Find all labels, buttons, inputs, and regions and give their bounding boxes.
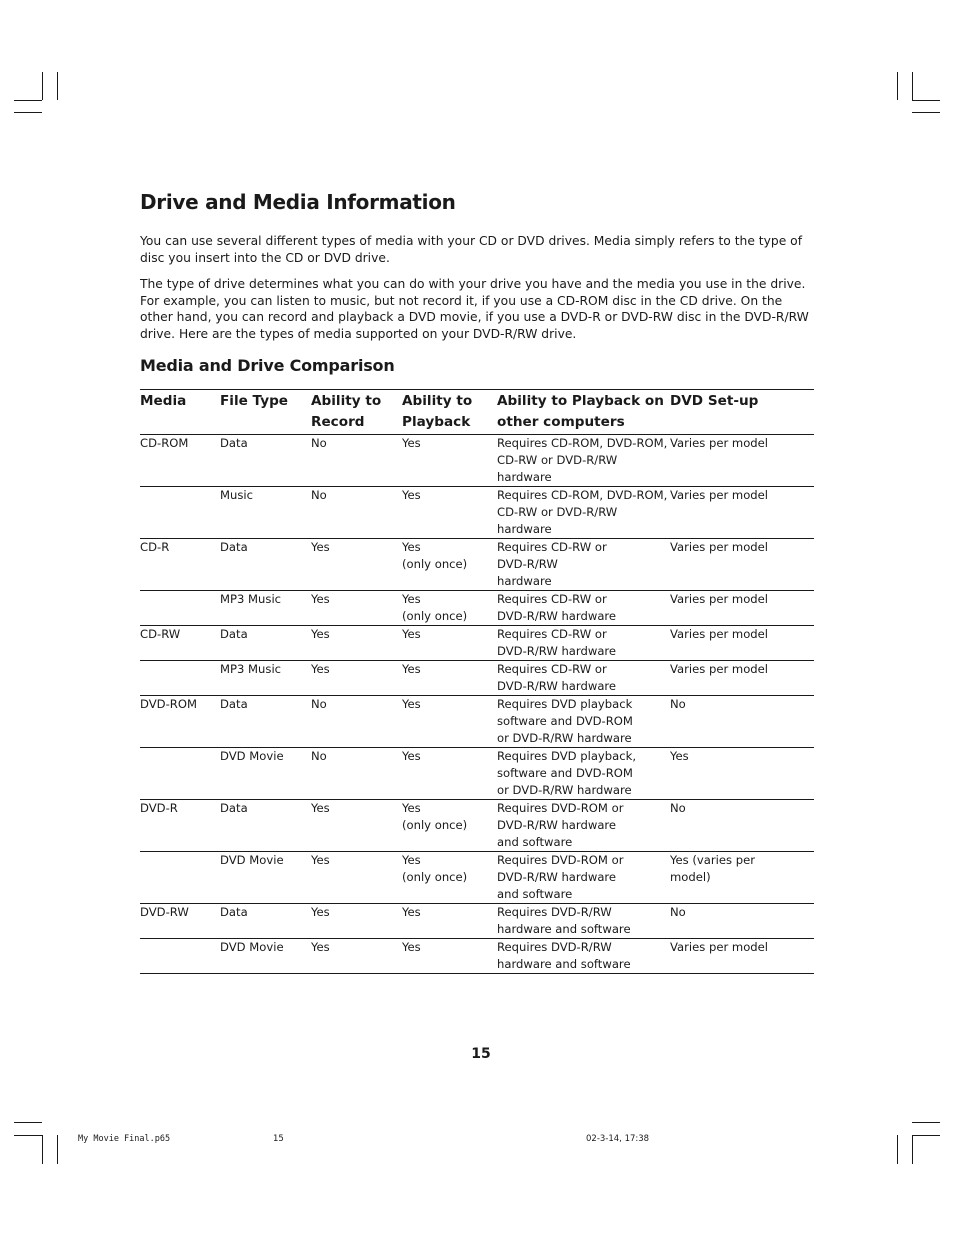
cell-record: Yes <box>311 591 402 626</box>
table-row <box>140 591 814 626</box>
table-row <box>140 487 814 539</box>
table-row <box>140 435 814 487</box>
cell-media: DVD-RW <box>140 904 220 939</box>
cell-file-type: Data <box>220 904 311 939</box>
table-row <box>140 852 814 904</box>
table-row <box>140 748 814 800</box>
cell-other-computers: Requires DVD-ROM or DVD-R/RW hardware and software <box>497 852 670 904</box>
crop-mark <box>912 72 913 100</box>
header-file-type: File Type <box>220 390 311 435</box>
cell-media: CD-R <box>140 539 220 591</box>
cell-media <box>140 852 220 904</box>
crop-mark <box>912 1122 940 1123</box>
cell-file-type: Data <box>220 435 311 487</box>
crop-mark <box>912 100 940 101</box>
cell-playback: Yes <box>402 435 497 487</box>
cell-playback: Yes <box>402 904 497 939</box>
section-subtitle: Media and Drive Comparison <box>140 356 395 375</box>
cell-dvd-setup: Varies per model <box>670 539 814 591</box>
cell-record: Yes <box>311 800 402 852</box>
cell-other-computers: Requires CD-ROM, DVD-ROM, CD-RW or DVD-R/RW hardware <box>497 435 670 487</box>
cell-file-type: DVD Movie <box>220 852 311 904</box>
cell-record: No <box>311 748 402 800</box>
cell-media: DVD-R <box>140 800 220 852</box>
crop-mark <box>14 100 42 101</box>
cell-media: CD-RW <box>140 626 220 661</box>
cell-playback: Yes (only once) <box>402 800 497 852</box>
cell-media: DVD-ROM <box>140 696 220 748</box>
cell-playback: Yes (only once) <box>402 852 497 904</box>
page-title: Drive and Media Information <box>140 190 456 214</box>
table-header-row <box>140 390 814 435</box>
cell-file-type: DVD Movie <box>220 748 311 800</box>
cell-other-computers: Requires CD-RW or DVD-R/RW hardware <box>497 539 670 591</box>
crop-mark <box>42 72 43 100</box>
crop-mark <box>42 1135 43 1164</box>
table-row <box>140 539 814 591</box>
cell-other-computers: Requires DVD-ROM or DVD-R/RW hardware and software <box>497 800 670 852</box>
crop-mark <box>14 112 42 113</box>
cell-record: Yes <box>311 904 402 939</box>
cell-record: Yes <box>311 626 402 661</box>
cell-file-type: DVD Movie <box>220 939 311 974</box>
table-row <box>140 800 814 852</box>
intro-paragraph: You can use several different types of media with your CD or DVD drives. Media simply refers to the type of disc you insert into the CD or DVD drive. <box>140 234 803 265</box>
cell-file-type: MP3 Music <box>220 591 311 626</box>
cell-file-type: Data <box>220 539 311 591</box>
cell-file-type: Data <box>220 800 311 852</box>
cell-other-computers: Requires DVD-R/RW hardware and software <box>497 939 670 974</box>
cell-other-computers: Requires CD-RW or DVD-R/RW hardware <box>497 626 670 661</box>
cell-playback: Yes <box>402 748 497 800</box>
drive-type-paragraph: The type of drive determines what you can do with your drive you have and the media you use in the drive. For example, you can listen to music, but not record it, if you use a CD-ROM disc in the CD drive. On the other hand, you can record and playback a DVD movie, if you use a DVD-R or DVD-RW disc in the DVD-R/RW drive. Here are the types of media supported on your DVD-R/RW drive. <box>140 277 809 341</box>
cell-record: No <box>311 696 402 748</box>
cell-other-computers: Requires CD-ROM, DVD-ROM, CD-RW or DVD-R/RW hardware <box>497 487 670 539</box>
header-media: Media <box>140 390 220 435</box>
cell-playback: Yes <box>402 626 497 661</box>
cell-dvd-setup: Varies per model <box>670 591 814 626</box>
cell-playback: Yes <box>402 696 497 748</box>
page-content <box>140 190 814 974</box>
crop-mark <box>897 72 898 100</box>
table-row <box>140 939 814 974</box>
footer-filename: My Movie Final.p65 <box>78 1134 171 1144</box>
cell-record: No <box>311 487 402 539</box>
cell-other-computers: Requires CD-RW or DVD-R/RW hardware <box>497 591 670 626</box>
crop-mark <box>897 1135 898 1164</box>
cell-file-type: MP3 Music <box>220 661 311 696</box>
page-number: 15 <box>471 1046 491 1062</box>
cell-media: CD-ROM <box>140 435 220 487</box>
cell-record: Yes <box>311 661 402 696</box>
cell-media <box>140 939 220 974</box>
crop-mark <box>57 72 58 100</box>
table-row <box>140 696 814 748</box>
table-row <box>140 904 814 939</box>
header-ability-to-record: Ability to Record <box>311 390 402 435</box>
cell-dvd-setup: Yes <box>670 748 814 800</box>
cell-media <box>140 748 220 800</box>
cell-file-type: Music <box>220 487 311 539</box>
crop-mark <box>912 112 940 113</box>
table-body <box>140 435 814 974</box>
cell-other-computers: Requires CD-RW or DVD-R/RW hardware <box>497 661 670 696</box>
cell-file-type: Data <box>220 696 311 748</box>
cell-media <box>140 661 220 696</box>
cell-dvd-setup: Varies per model <box>670 939 814 974</box>
cell-dvd-setup: Varies per model <box>670 435 814 487</box>
cell-playback: Yes (only once) <box>402 591 497 626</box>
cell-media <box>140 487 220 539</box>
cell-other-computers: Requires DVD-R/RW hardware and software <box>497 904 670 939</box>
header-ability-to-playback: Ability to Playback <box>402 390 497 435</box>
cell-playback: Yes <box>402 487 497 539</box>
cell-playback: Yes (only once) <box>402 539 497 591</box>
header-dvd-setup: DVD Set-up <box>670 390 814 435</box>
cell-dvd-setup: Varies per model <box>670 487 814 539</box>
crop-mark <box>912 1135 940 1136</box>
table-row <box>140 626 814 661</box>
cell-record: Yes <box>311 852 402 904</box>
cell-record: Yes <box>311 939 402 974</box>
table-row <box>140 661 814 696</box>
cell-dvd-setup: No <box>670 904 814 939</box>
cell-record: Yes <box>311 539 402 591</box>
cell-dvd-setup: Varies per model <box>670 626 814 661</box>
crop-mark <box>57 1135 58 1164</box>
cell-dvd-setup: Varies per model <box>670 661 814 696</box>
crop-mark <box>14 1135 42 1136</box>
media-comparison-table <box>140 389 814 974</box>
cell-playback: Yes <box>402 661 497 696</box>
cell-dvd-setup: Yes (varies per model) <box>670 852 814 904</box>
cell-dvd-setup: No <box>670 800 814 852</box>
footer-date: 02-3-14, 17:38 <box>586 1134 650 1144</box>
header-playback-other-computers: Ability to Playback on other computers <box>497 390 670 435</box>
cell-file-type: Data <box>220 626 311 661</box>
crop-mark <box>14 1122 42 1123</box>
cell-dvd-setup: No <box>670 696 814 748</box>
cell-record: No <box>311 435 402 487</box>
crop-mark <box>912 1135 913 1164</box>
cell-media <box>140 591 220 626</box>
cell-other-computers: Requires DVD playback software and DVD-ROM or DVD-R/RW hardware <box>497 696 670 748</box>
footer-page: 15 <box>273 1134 284 1144</box>
cell-other-computers: Requires DVD playback, software and DVD-ROM or DVD-R/RW hardware <box>497 748 670 800</box>
cell-playback: Yes <box>402 939 497 974</box>
